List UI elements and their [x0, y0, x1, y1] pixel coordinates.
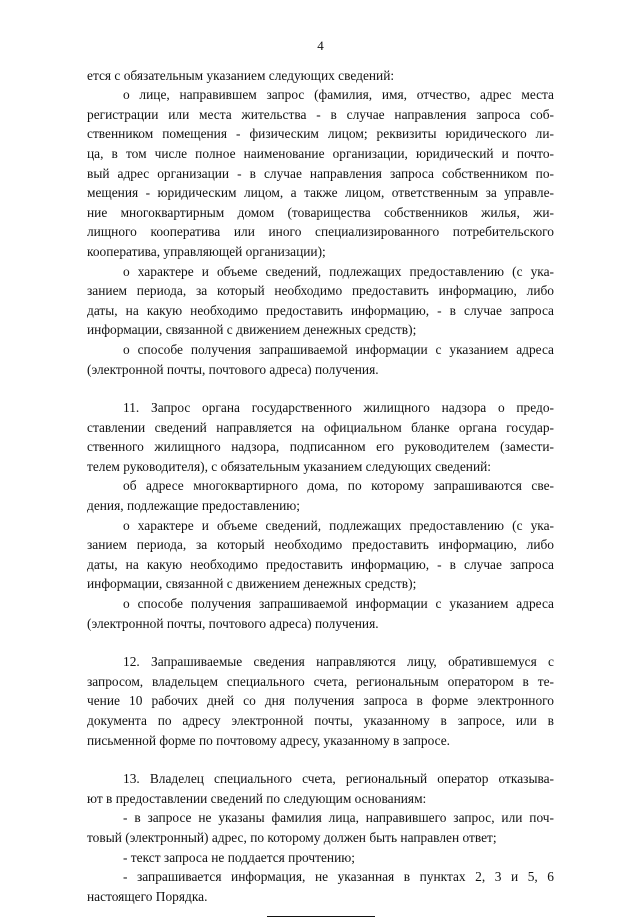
text-line: письменной форме по почтовому адресу, указанному в запросе.	[87, 732, 451, 748]
text-line: (электронной почты, почтового адреса) получения.	[87, 615, 379, 631]
text-line: об адресе многоквартирного дома, по которому запрашиваются све-	[123, 478, 554, 494]
text-line: телем руководителя), с обязательным указанием следующих сведений:	[87, 458, 491, 474]
paragraph-block	[87, 769, 554, 906]
text-line: о характере и объеме сведений, подлежащих предоставлению (с ука-	[123, 517, 554, 533]
text-line: информации, связанной с движением денежных средств);	[87, 322, 417, 338]
text-line: 11. Запрос органа государственного жилищного надзора о предо-	[123, 400, 554, 416]
text-line: даты, на какую необходимо предоставить информацию, - в случае запроса	[87, 556, 554, 572]
text-line: настоящего Порядка.	[87, 888, 208, 904]
text-line: дения, подлежащие предоставлению;	[87, 498, 301, 514]
text-line: чение 10 рабочих дней со дня получения запроса в форме электронного	[87, 693, 554, 709]
paragraph-block	[87, 398, 554, 633]
text-line: 13. Владелец специального счета, региональный оператор отказыва-	[123, 771, 554, 787]
text-line: ственником помещения - физическим лицом; реквизиты юридического ли-	[87, 126, 554, 142]
text-line: - запрашивается информация, не указанная в пунктах 2, 3 и 5, 6	[123, 869, 554, 885]
document-body	[87, 66, 554, 907]
text-line: информации, связанной с движением денежных средств);	[87, 576, 417, 592]
text-line: ние многоквартирным домом (товарищества собственников жилья, жи-	[87, 204, 554, 220]
text-line: ственного жилищного надзора, подписанном его руководителем (замести-	[87, 439, 554, 455]
text-line: 12. Запрашиваемые сведения направляются лицу, обратившемуся с	[123, 654, 554, 670]
text-line: о характере и объеме сведений, подлежащих предоставлению (с ука-	[123, 263, 554, 279]
text-line: даты, на какую необходимо предоставить информацию, - в случае запроса	[87, 302, 554, 318]
text-line: ется с обязательным указанием следующих сведений:	[87, 67, 395, 83]
text-line: вый адрес организации - в случае направления запроса собственником по-	[87, 165, 554, 181]
paragraph-block	[87, 652, 554, 750]
text-line: ца, в том числе полное наименование организации, юридический и почто-	[87, 145, 554, 161]
text-line: занием периода, за который необходимо предоставить информацию, либо	[87, 283, 554, 299]
text-line: ют в предоставлении сведений по следующим основаниям:	[87, 790, 427, 806]
text-line: регистрации или места жительства - в случае направления запроса соб-	[87, 106, 554, 122]
text-line: - в запросе не указаны фамилия лица, направившего запрос, или поч-	[123, 810, 554, 826]
paragraph-block	[87, 66, 554, 380]
text-line: ставлении сведений направляется на официальном бланке органа государ-	[87, 419, 554, 435]
text-line: занием периода, за который необходимо предоставить информацию, либо	[87, 537, 554, 553]
text-line: о лице, направившем запрос (фамилия, имя, отчество, адрес места	[123, 87, 554, 103]
text-line: документа по адресу электронной почты, указанному в запросе, или в	[87, 713, 554, 728]
text-line: о способе получения запрашиваемой информации с указанием адреса	[123, 341, 554, 357]
text-line: - текст запроса не поддается прочтению;	[123, 849, 355, 865]
text-line: лищного кооператива или иного специализированного потребительского	[87, 224, 554, 240]
text-line: (электронной почты, почтового адреса) получения.	[87, 361, 379, 377]
text-line: кооператива, управляющей организации);	[87, 243, 326, 259]
text-line: о способе получения запрашиваемой информации с указанием адреса	[123, 596, 554, 612]
text-line: мещения - юридическим лицом, а также лицом, ответственным за управле-	[87, 185, 554, 201]
text-line: запросом, владельцем специального счета, региональным оператором в те-	[87, 673, 554, 689]
text-line: товый (электронный) адрес, по которому должен быть направлен ответ;	[87, 829, 497, 845]
page-number: 4	[317, 38, 324, 53]
